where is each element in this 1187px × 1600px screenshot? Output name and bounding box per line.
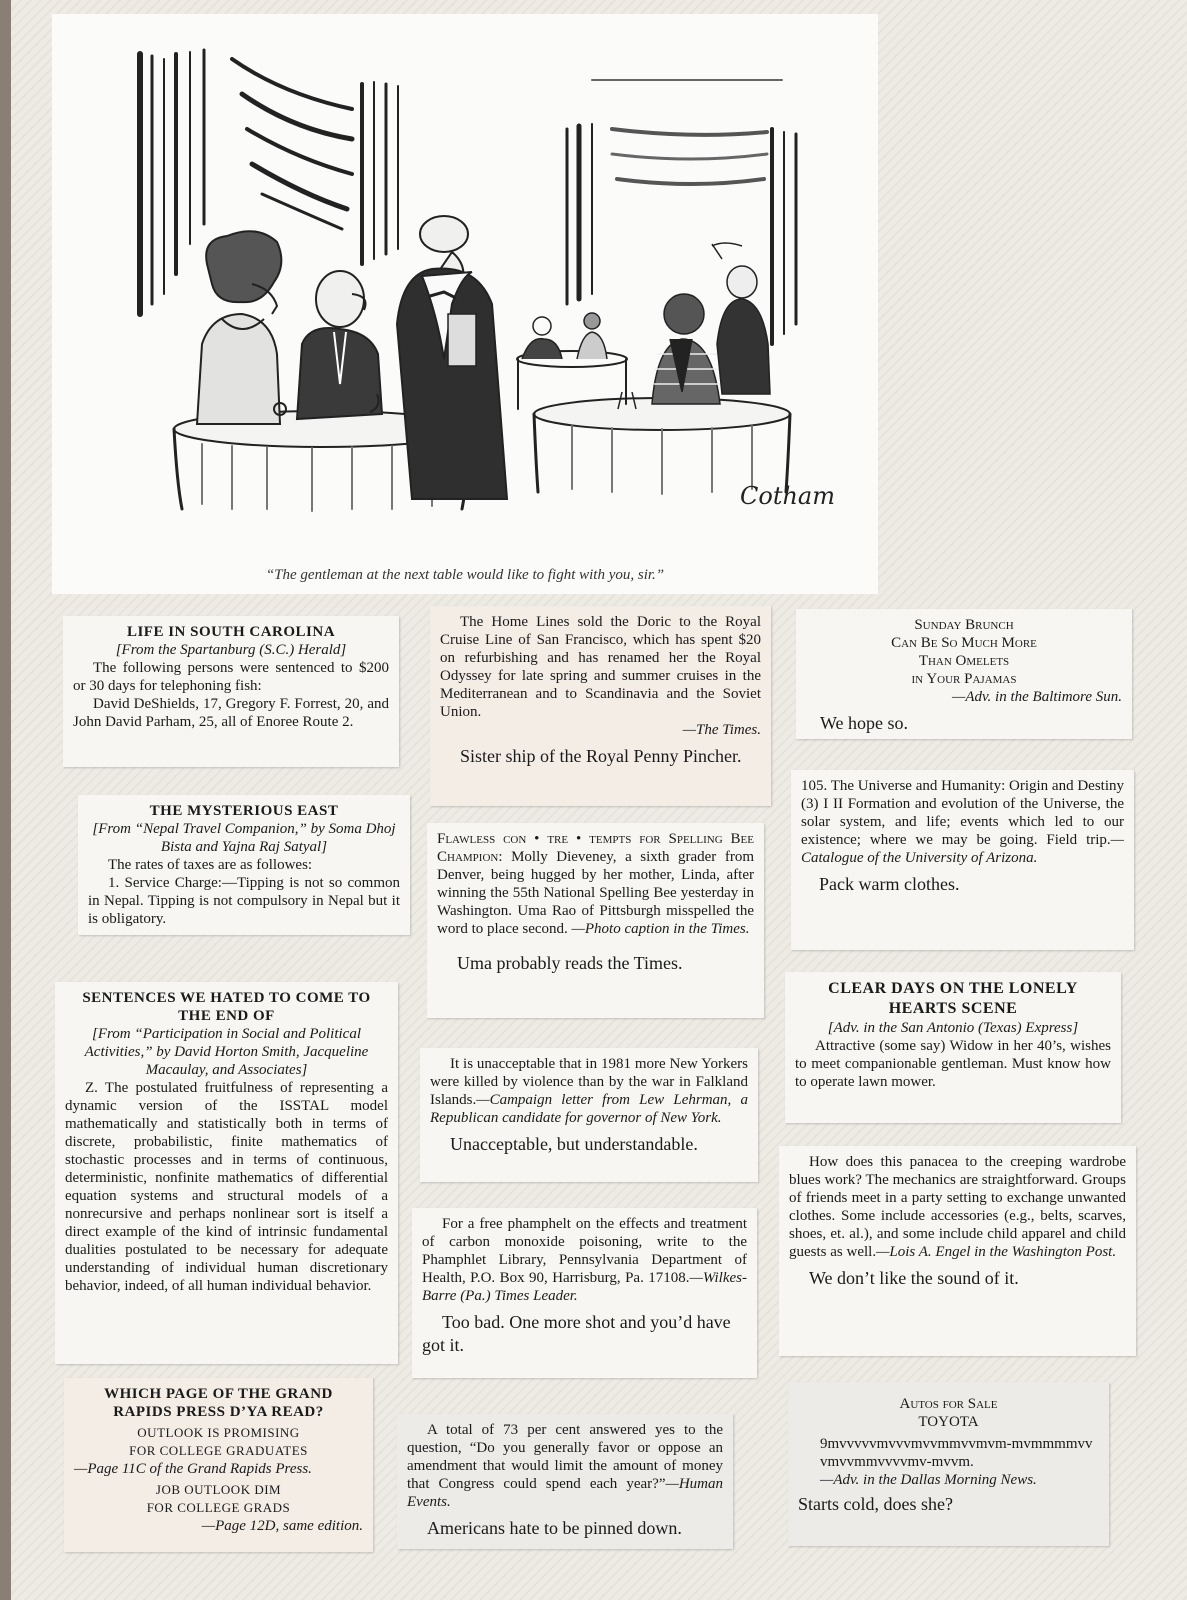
- clipping-body: The Home Lines sold the Doric to the Royal Cruise Line of San Francisco, which has spent $20 on refurbishing and has renamed her the Royal Odyssey for late spring and summer cruises in the Mediterranean and to Scandinavia and the Soviet Union.: [440, 614, 761, 720]
- clipping-source: [From the Spartanburg (S.C.) Herald]: [115, 642, 347, 658]
- clipping-sentences-we-hated: [55, 982, 398, 1364]
- clipping-total: [397, 1414, 733, 1549]
- clipping-mysterious-east: [78, 795, 410, 935]
- clipping-citation: —The Times.: [682, 722, 761, 738]
- headline-line: Than Omelets: [918, 653, 1010, 669]
- clipping-title: THE MYSTERIOUS EAST: [149, 803, 339, 819]
- clipping-citation: —Human Events.: [407, 1476, 723, 1510]
- clipping-body: Z. The postulated fruitfulness of representing a dynamic version of the ISSTAL model mathematically and statistically both in terms of discrete, probabilistic, finite mathematics of stochastic processes and in terms of continuous, deterministic, nonfinite mathematics of differential equation systems and structural models of a nonrecursive and perhaps nonlinear sort is itself a direct example of the kind of intrinsic fundamental dualities postulated to be necessary for adequate understanding of individual human discretionary behavior, indeed, of all human individual behavior.: [65, 1080, 388, 1294]
- headline-line: Can Be So Much More: [891, 635, 1037, 651]
- clipping-body: 9mvvvvvmvvvmvvmmvvmvm-mvmmmmvvvmvvmmvvvvmv-mvvm.: [820, 1436, 1093, 1470]
- clipping-body: How does this panacea to the creeping wardrobe blues work? The mechanics are straightforward. Groups of friends meet in a party setting to exchange unwanted clothes. Some include accessories (e.g., belts, scarves, shoes, et. al.), and some include child apparel and child guests as well.: [789, 1154, 1126, 1260]
- clipping-phamphelt: [412, 1208, 757, 1378]
- clipping-life-in-south-carolina: [63, 616, 399, 767]
- editor-comment: Americans hate to be pinned down.: [427, 1518, 682, 1538]
- editor-comment: Sister ship of the Royal Penny Pincher.: [460, 746, 742, 766]
- headline-line: FOR COLLEGE GRADUATES: [129, 1443, 308, 1458]
- clipping-body: 105. The Universe and Humanity: Origin and Destiny (3) I II Formation and evolution of the Universe, the solar system, and life; events which led to our existence; where we may be going. Field trip.: [801, 778, 1124, 848]
- editor-comment: We hope so.: [820, 713, 909, 733]
- clipping-source: [From “Nepal Travel Companion,” by Soma Dhoj Bista and Yajna Raj Satyal]: [92, 821, 396, 855]
- headline-line: Sunday Brunch: [914, 617, 1014, 633]
- clipping-body: The following persons were sentenced to $200 or 30 days for telephoning fish:: [73, 660, 389, 694]
- clipping-citation: —Wilkes-Barre (Pa.) Times Leader.: [422, 1270, 747, 1304]
- binder-edge: [0, 0, 11, 1600]
- editor-comment: Uma probably reads the Times.: [457, 953, 683, 973]
- editor-comment: Pack warm clothes.: [819, 874, 960, 894]
- cartoon-illustration: [52, 14, 878, 559]
- clipping-body: Attractive (some say) Widow in her 40’s, wishes to meet companionable gentleman. Must know how to operate lawn mower.: [795, 1038, 1111, 1090]
- clipping-citation: —Photo caption in the Times.: [571, 921, 750, 937]
- clipping-citation: —Page 12D, same edition.: [201, 1518, 363, 1534]
- cartoon-signature: Cotham: [740, 482, 835, 510]
- clipping-body: It is unacceptable that in 1981 more New Yorkers were killed by violence than by the war in Falkland Islands.: [430, 1056, 748, 1108]
- clipping-falkland: [420, 1048, 758, 1182]
- clipping-lonely-hearts: [785, 972, 1121, 1123]
- clipping-body: 1. Service Charge:—Tipping is not so common in Nepal. Tipping is not compulsory in Nepal but it is obligatory.: [88, 875, 400, 927]
- headline-line: OUTLOOK IS PROMISING: [137, 1425, 300, 1440]
- clipping-body: A total of 73 per cent answered yes to the question, “Do you generally favor or oppose an amendment that would limit the amount of money that Congress could spend each year?”: [407, 1422, 723, 1492]
- clipping-citation: —Adv. in the Dallas Morning News.: [820, 1472, 1037, 1488]
- clipping-body: For a free phamphelt on the effects and treatment of carbon monoxide poisoning, write to the Phamphlet Library, Pennsylvania Department of Health, P.O. Box 90, Harrisburg, Pa. 17108.: [422, 1216, 747, 1286]
- clipping-panacea: [779, 1146, 1136, 1356]
- editor-comment: Unacceptable, but understandable.: [450, 1134, 698, 1154]
- cartoon-clipping: [52, 14, 878, 594]
- clipping-title: LIFE IN SOUTH CAROLINA: [126, 624, 336, 640]
- clipping-autos: [788, 1382, 1109, 1546]
- headline-line: in Your Pajamas: [911, 671, 1017, 687]
- clipping-citation: —Lois A. Engel in the Washington Post.: [876, 1244, 1117, 1260]
- clipping-source: [From “Participation in Social and Political Activities,” by David Horton Smith, Jacqueline Macaulay, and Associates]: [84, 1026, 369, 1078]
- clipping-spelling-bee: [427, 823, 764, 1018]
- headline-line: TOYOTA: [918, 1414, 979, 1430]
- editor-comment: We don’t like the sound of it.: [809, 1268, 1019, 1288]
- clipping-citation: —Campaign letter from Lew Lehrman, a Republican candidate for governor of New York.: [430, 1092, 748, 1126]
- clipping-grand-rapids: [64, 1378, 373, 1552]
- clipping-source: [Adv. in the San Antonio (Texas) Express]: [827, 1020, 1079, 1036]
- clipping-citation: —Page 11C of the Grand Rapids Press.: [74, 1461, 312, 1477]
- clipping-body: David DeShields, 17, Gregory F. Forrest, 20, and John David Parham, 25, all of Enoree Route 2.: [73, 696, 389, 730]
- clipping-doric: [430, 606, 771, 806]
- clipping-sunday-brunch: [796, 609, 1132, 739]
- headline-line: JOB OUTLOOK DIM: [155, 1482, 282, 1497]
- clipping-body: Molly Dieveney, a sixth grader from Denver, being hugged by her mother, Linda, after winning the 55th National Spelling Bee yesterday in Washington. Uma Rao of Pittsburgh misspelled the word to place second.: [437, 849, 754, 937]
- clipping-universe: [791, 770, 1134, 950]
- editor-comment: Too bad. One more shot and you’d have got it.: [422, 1312, 731, 1355]
- headline-line: FOR COLLEGE GRADS: [146, 1500, 291, 1515]
- clipping-body: The rates of taxes are as followes:: [108, 857, 313, 873]
- clipping-title: CLEAR DAYS ON THE LONELY HEARTS SCENE: [828, 980, 1078, 1017]
- clipping-lead: Flawless con • tre • tempts for Spelling Bee Champion:: [437, 831, 754, 865]
- clipping-title: SENTENCES WE HATED TO COME TO THE END OF: [82, 990, 371, 1024]
- clipping-citation: —Adv. in the Baltimore Sun.: [952, 689, 1122, 705]
- clipping-citation: —Catalogue of the University of Arizona.: [801, 832, 1124, 866]
- editor-comment: Starts cold, does she?: [798, 1494, 953, 1514]
- cartoon-caption: “The gentleman at the next table would like to fight with you, sir.”: [265, 567, 665, 583]
- clipping-title: WHICH PAGE OF THE GRAND RAPIDS PRESS D’YA READ?: [104, 1386, 333, 1420]
- headline-line: Autos for Sale: [899, 1396, 998, 1412]
